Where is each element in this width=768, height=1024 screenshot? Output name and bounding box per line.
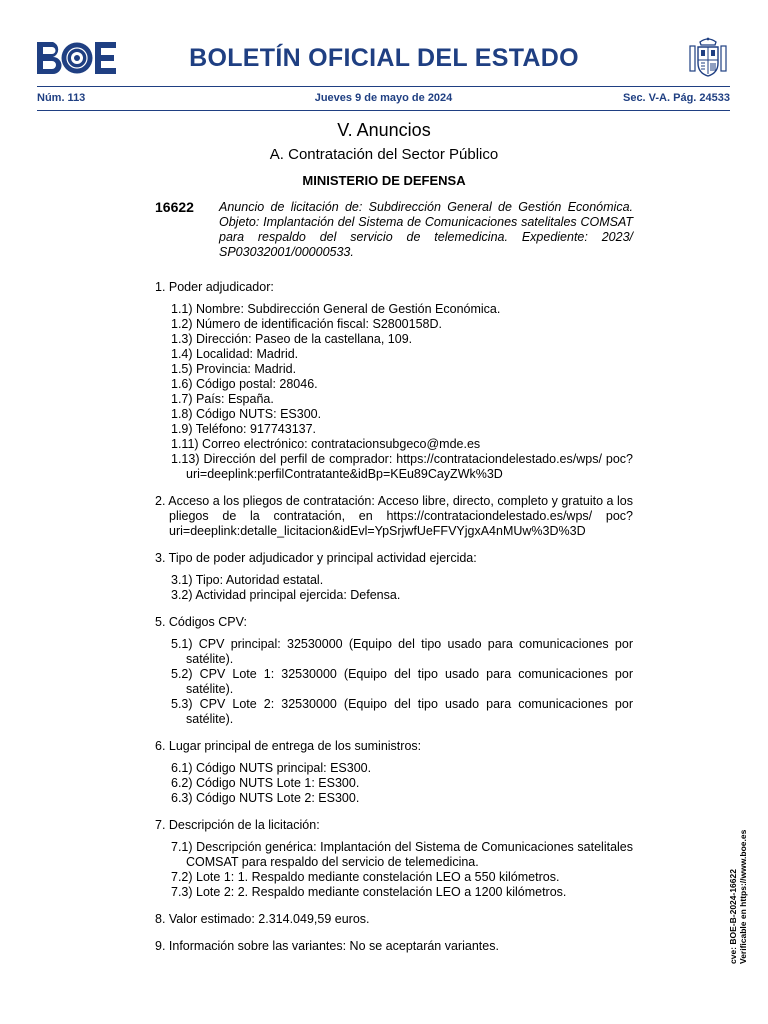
issue-date: Jueves 9 de mayo de 2024: [314, 92, 453, 104]
list-item: 5.2) CPV Lote 1: 32530000 (Equipo del tipo usado para comunicaciones por satélite).: [171, 667, 633, 696]
list-item: 1.2) Número de identificación fiscal: S2800158D.: [171, 317, 442, 331]
announcement-summary: Anuncio de licitación de: Subdirección General de Gestión Económica. Objeto: Implantación del Sistema de Comunicaciones satelitales COMSAT para respaldo del servicio de telemedicina. Expediente: 2023/ SP03032001/00000533.: [219, 200, 633, 259]
section-1: [155, 280, 633, 482]
section-6-heading: 6. Lugar principal de entrega de los suministros:: [155, 739, 422, 753]
list-item: 1.11) Correo electrónico: contratacionsubgeco@mde.es: [171, 437, 481, 451]
ministry-heading: MINISTERIO DE DEFENSA: [302, 173, 466, 188]
section-1-heading: 1. Poder adjudicador:: [155, 280, 274, 294]
section-2-heading: 2. Acceso a los pliegos de contratación: Acceso libre, directo, completo y gratuito a los pliegos de la contratación, en https://contrataciondelestado.es/wps/ poc?uri=deeplink:detalle_licitacion&idEvl=YpSrjwfUeFFVYjgxA4nMUw%3D%3D: [155, 494, 633, 538]
list-item: 7.1) Descripción genérica: Implantación del Sistema de Comunicaciones satelitales COMSAT para respaldo del servicio de telemedicina.: [171, 840, 633, 869]
list-item: 1.6) Código postal: 28046.: [171, 377, 318, 391]
list-item: 1.9) Teléfono: 917743137.: [171, 422, 317, 436]
section-5: [155, 615, 633, 727]
list-item: 1.7) País: España.: [171, 392, 274, 406]
list-item: 1.1) Nombre: Subdirección General de Gestión Económica.: [171, 302, 501, 316]
section-3-list: [155, 573, 633, 603]
cve-code: cve: BOE-B-2024-16622: [728, 869, 738, 964]
list-item: 1.3) Dirección: Paseo de la castellana, 109.: [171, 332, 413, 346]
list-item: 7.2) Lote 1: 1. Respaldo mediante constelación LEO a 550 kilómetros.: [171, 870, 560, 884]
page-header-title: BOLETÍN OFICIAL DEL ESTADO: [189, 44, 579, 72]
section-5-list: [155, 637, 633, 727]
list-item: 1.4) Localidad: Madrid.: [171, 347, 299, 361]
section-3-heading: 3. Tipo de poder adjudicador y principal actividad ejercida:: [155, 551, 477, 565]
section-9: [155, 939, 633, 954]
verification-url[interactable]: Verificable en https://www.boe.es: [738, 829, 748, 964]
list-item: 7.3) Lote 2: 2. Respaldo mediante constelación LEO a 1200 kilómetros.: [171, 885, 567, 899]
verification-text: [728, 830, 748, 964]
section-2: [155, 494, 633, 539]
list-item: 3.1) Tipo: Autoridad estatal.: [171, 573, 324, 587]
section-page: Sec. V-A. Pág. 24533: [622, 92, 730, 104]
section-9-heading: 9. Información sobre las variantes: No se aceptarán variantes.: [155, 939, 499, 953]
section-title: V. Anuncios: [337, 120, 431, 140]
list-item: 1.8) Código NUTS: ES300.: [171, 407, 322, 421]
header-meta-row: [37, 92, 730, 106]
section-3: [155, 551, 633, 603]
section-7-heading: 7. Descripción de la licitación:: [155, 818, 320, 832]
section-6-list: [155, 761, 633, 806]
announcement-number: 16622: [155, 199, 194, 215]
list-item: 5.1) CPV principal: 32530000 (Equipo del tipo usado para comunicaciones por satélite).: [171, 637, 633, 666]
list-item: 6.3) Código NUTS Lote 2: ES300.: [171, 791, 360, 805]
section-5-heading: 5. Códigos CPV:: [155, 615, 247, 629]
list-item: 6.2) Código NUTS Lote 1: ES300.: [171, 776, 360, 790]
verification-sidebar: [722, 830, 750, 970]
list-item: 5.3) CPV Lote 2: 32530000 (Equipo del tipo usado para comunicaciones por satélite).: [171, 697, 633, 726]
list-item: 1.13) Dirección del perfil de comprador: https://contrataciondelestado.es/wps/ poc?uri=deeplink:perfilContratante&idBp=KEu89CayZWk%3D: [171, 452, 633, 481]
issue-number: Núm. 113: [37, 92, 86, 104]
coat-of-arms-icon: [687, 36, 729, 78]
section-6: [155, 739, 633, 806]
list-item: 1.5) Provincia: Madrid.: [171, 362, 297, 376]
section-8: [155, 912, 633, 927]
announcement-body: [155, 280, 633, 954]
section-1-list: [155, 302, 633, 482]
section-7: [155, 818, 633, 900]
list-item: 6.1) Código NUTS principal: ES300.: [171, 761, 372, 775]
section-subtitle: A. Contratación del Sector Público: [269, 146, 499, 163]
list-item: 3.2) Actividad principal ejercida: Defensa.: [171, 588, 401, 602]
section-7-list: [155, 840, 633, 900]
section-8-heading: 8. Valor estimado: 2.314.049,59 euros.: [155, 912, 370, 926]
header-rule-top: [37, 86, 730, 87]
header-rule-bottom: [37, 110, 730, 111]
